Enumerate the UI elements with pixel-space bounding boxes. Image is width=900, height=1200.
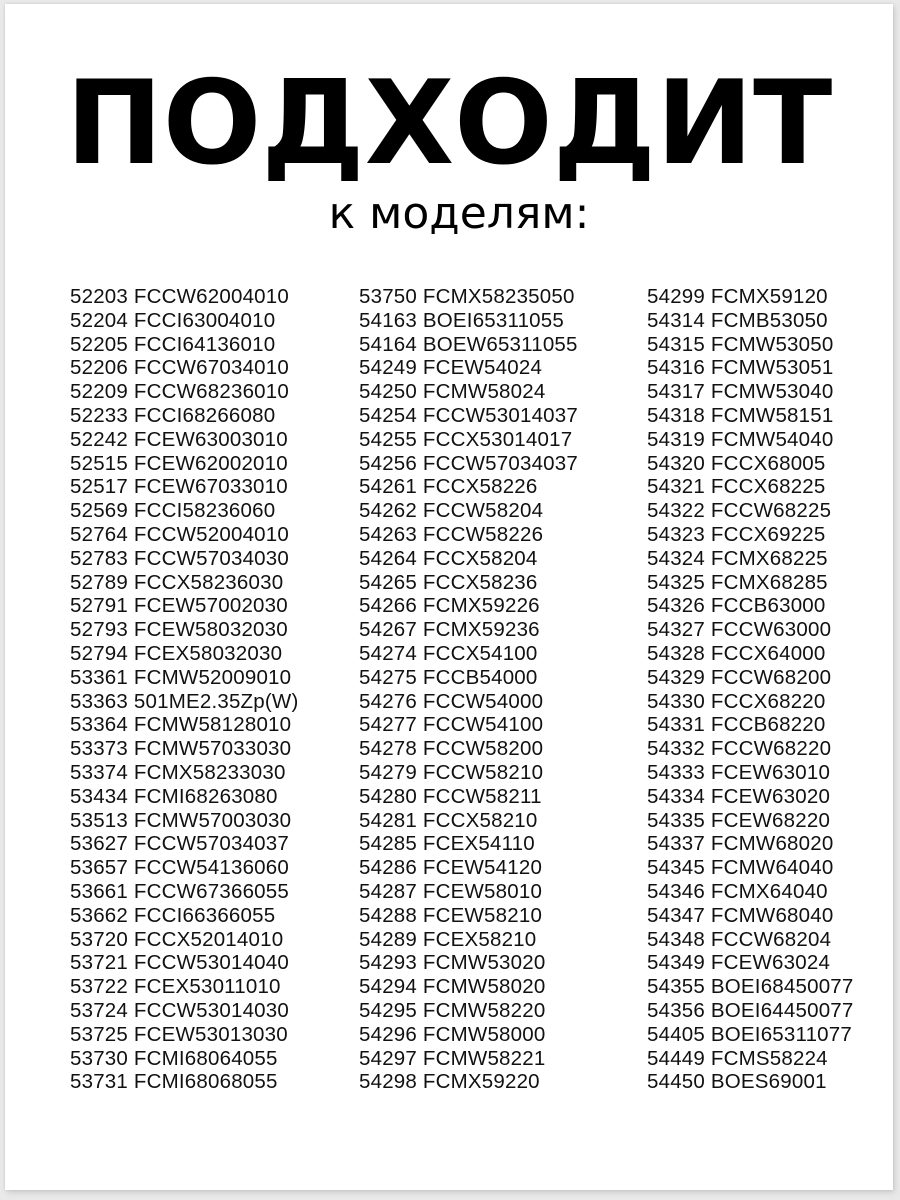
- model-list-item: 54315 FCMW53050: [647, 332, 834, 356]
- model-list-item: 53721 FCCW53014040: [70, 951, 289, 975]
- model-list-item: 53730 FCMI68064055: [70, 1046, 278, 1070]
- model-list-item: 54287 FCEW58010: [359, 879, 543, 903]
- model-list-item: 54405 BOEI65311077: [647, 1022, 852, 1046]
- model-list-item: 53434 FCMI68263080: [70, 784, 278, 808]
- model-list-item: 54318 FCMW58151: [647, 403, 834, 427]
- model-list-item: 54295 FCMW58220: [359, 998, 546, 1022]
- model-list-item: 54347 FCMW68040: [647, 903, 834, 927]
- model-column-2: [359, 285, 578, 1094]
- model-list-item: 54314 FCMB53050: [647, 308, 828, 332]
- model-list-item: 54288 FCEW58210: [359, 903, 543, 927]
- model-list-item: 54450 BOES69001: [647, 1070, 827, 1094]
- model-list-item: 52233 FCCI68266080: [70, 403, 276, 427]
- model-list-item: 54325 FCMX68285: [647, 570, 828, 594]
- model-list-item: 53662 FCCI66366055: [70, 903, 276, 927]
- model-list-item: 54279 FCCW58210: [359, 760, 544, 784]
- model-column-3: [647, 285, 854, 1094]
- model-list-item: 54317 FCMW53040: [647, 380, 834, 404]
- model-list-item: 52242 FCEW63003010: [70, 427, 288, 451]
- model-list-item: 52569 FCCI58236060: [70, 499, 276, 523]
- model-list-item: 54299 FCMX59120: [647, 285, 828, 308]
- model-list-item: 53513 FCMW57003030: [70, 808, 292, 832]
- model-list-item: 54286 FCEW54120: [359, 856, 543, 880]
- model-list-item: 52204 FCCI63004010: [70, 308, 276, 332]
- model-list-item: 54355 BOEI68450077: [647, 975, 854, 999]
- model-list-item: 54449 FCMS58224: [647, 1046, 828, 1070]
- model-list-item: 54263 FCCW58226: [359, 522, 544, 546]
- model-list-item: 52209 FCCW68236010: [70, 380, 289, 404]
- model-list-item: 54250 FCMW58024: [359, 380, 546, 404]
- model-list-item: 54333 FCEW63010: [647, 760, 831, 784]
- model-list-item: 53724 FCCW53014030: [70, 998, 289, 1022]
- model-list-item: 54164 BOEW65311055: [359, 332, 578, 356]
- model-list-item: 54324 FCMX68225: [647, 546, 828, 570]
- model-list-item: 53657 FCCW54136060: [70, 856, 289, 880]
- model-list-item: 53364 FCMW58128010: [70, 713, 292, 737]
- model-list-item: 54274 FCCX54100: [359, 641, 538, 665]
- model-list-item: 54281 FCCX58210: [359, 808, 538, 832]
- model-list-item: 54277 FCCW54100: [359, 713, 544, 737]
- model-list-item: 54262 FCCW58204: [359, 499, 544, 523]
- model-list-item: 54293 FCMW53020: [359, 951, 546, 975]
- model-list-item: 54289 FCEX58210: [359, 927, 537, 951]
- model-list-item: 52203 FCCW62004010: [70, 285, 289, 308]
- model-list-item: 54326 FCCB63000: [647, 594, 826, 618]
- model-list-item: 54319 FCMW54040: [647, 427, 834, 451]
- model-list-item: 54316 FCMW53051: [647, 356, 834, 380]
- model-list-item: 53363 501ME2.35Zp(W): [70, 689, 299, 713]
- model-list-item: 54329 FCCW68200: [647, 665, 832, 689]
- model-list-item: 54266 FCMX59226: [359, 594, 540, 618]
- model-list-item: 54275 FCCB54000: [359, 665, 538, 689]
- model-list-item: 52515 FCEW62002010: [70, 451, 288, 475]
- model-list-item: 52764 FCCW52004010: [70, 522, 289, 546]
- model-list-item: 53731 FCMI68068055: [70, 1070, 278, 1094]
- model-list-item: 52789 FCCX58236030: [70, 570, 284, 594]
- model-list-item: 54334 FCEW63020: [647, 784, 831, 808]
- model-list-item: 53725 FCEW53013030: [70, 1022, 288, 1046]
- model-list-item: 54278 FCCW58200: [359, 737, 544, 761]
- model-list-item: 54296 FCMW58000: [359, 1022, 546, 1046]
- model-list-item: 54267 FCMX59236: [359, 618, 540, 642]
- model-list: [5, 285, 893, 1105]
- model-list-item: 52794 FCEX58032030: [70, 641, 283, 665]
- model-list-item: 54298 FCMX59220: [359, 1070, 540, 1094]
- page-subtitle: к моделям:: [328, 188, 590, 239]
- product-card: [5, 4, 893, 1190]
- model-list-item: 54320 FCCX68005: [647, 451, 826, 475]
- model-list-item: 53750 FCMX58235050: [359, 285, 575, 308]
- model-list-item: 54261 FCCX58226: [359, 475, 538, 499]
- model-list-item: 54330 FCCX68220: [647, 689, 826, 713]
- model-list-item: 54327 FCCW63000: [647, 618, 832, 642]
- model-list-item: 54346 FCMX64040: [647, 879, 828, 903]
- model-list-item: 52206 FCCW67034010: [70, 356, 289, 380]
- model-list-item: 54331 FCCB68220: [647, 713, 826, 737]
- model-list-item: 54163 BOEI65311055: [359, 308, 564, 332]
- model-list-item: 54265 FCCX58236: [359, 570, 538, 594]
- model-list-item: 54335 FCEW68220: [647, 808, 831, 832]
- model-list-item: 54348 FCCW68204: [647, 927, 832, 951]
- model-list-item: 54276 FCCW54000: [359, 689, 544, 713]
- model-list-item: 54349 FCEW63024: [647, 951, 831, 975]
- model-list-item: 52205 FCCI64136010: [70, 332, 276, 356]
- model-list-item: 53373 FCMW57033030: [70, 737, 292, 761]
- model-list-item: 53627 FCCW57034037: [70, 832, 289, 856]
- model-list-item: 54285 FCEX54110: [359, 832, 535, 856]
- model-list-item: 54254 FCCW53014037: [359, 403, 578, 427]
- model-list-item: 53720 FCCX52014010: [70, 927, 284, 951]
- model-list-item: 54249 FCEW54024: [359, 356, 543, 380]
- model-list-item: 52517 FCEW67033010: [70, 475, 288, 499]
- model-column-1: [70, 285, 298, 1094]
- model-list-item: 53374 FCMX58233030: [70, 760, 286, 784]
- model-list-item: 52793 FCEW58032030: [70, 618, 288, 642]
- model-list-item: 54323 FCCX69225: [647, 522, 826, 546]
- model-list-item: 54294 FCMW58020: [359, 975, 546, 999]
- model-list-item: 54337 FCMW68020: [647, 832, 834, 856]
- model-list-item: 54255 FCCX53014017: [359, 427, 573, 451]
- model-list-item: 54356 BOEI64450077: [647, 998, 854, 1022]
- model-list-item: 53361 FCMW52009010: [70, 665, 292, 689]
- model-list-item: 54328 FCCX64000: [647, 641, 826, 665]
- model-list-item: 54280 FCCW58211: [359, 784, 542, 808]
- model-list-item: 54322 FCCW68225: [647, 499, 832, 523]
- model-list-item: 53661 FCCW67366055: [70, 879, 289, 903]
- page-title: ПОДХОДИТ: [65, 56, 833, 191]
- model-list-item: 54297 FCMW58221: [359, 1046, 546, 1070]
- model-list-item: 54256 FCCW57034037: [359, 451, 578, 475]
- model-list-item: 52791 FCEW57002030: [70, 594, 288, 618]
- model-list-item: 53722 FCEX53011010: [70, 975, 281, 999]
- model-list-item: 54345 FCMW64040: [647, 856, 834, 880]
- model-list-item: 54321 FCCX68225: [647, 475, 826, 499]
- model-list-item: 52783 FCCW57034030: [70, 546, 289, 570]
- model-list-item: 54332 FCCW68220: [647, 737, 832, 761]
- model-list-item: 54264 FCCX58204: [359, 546, 538, 570]
